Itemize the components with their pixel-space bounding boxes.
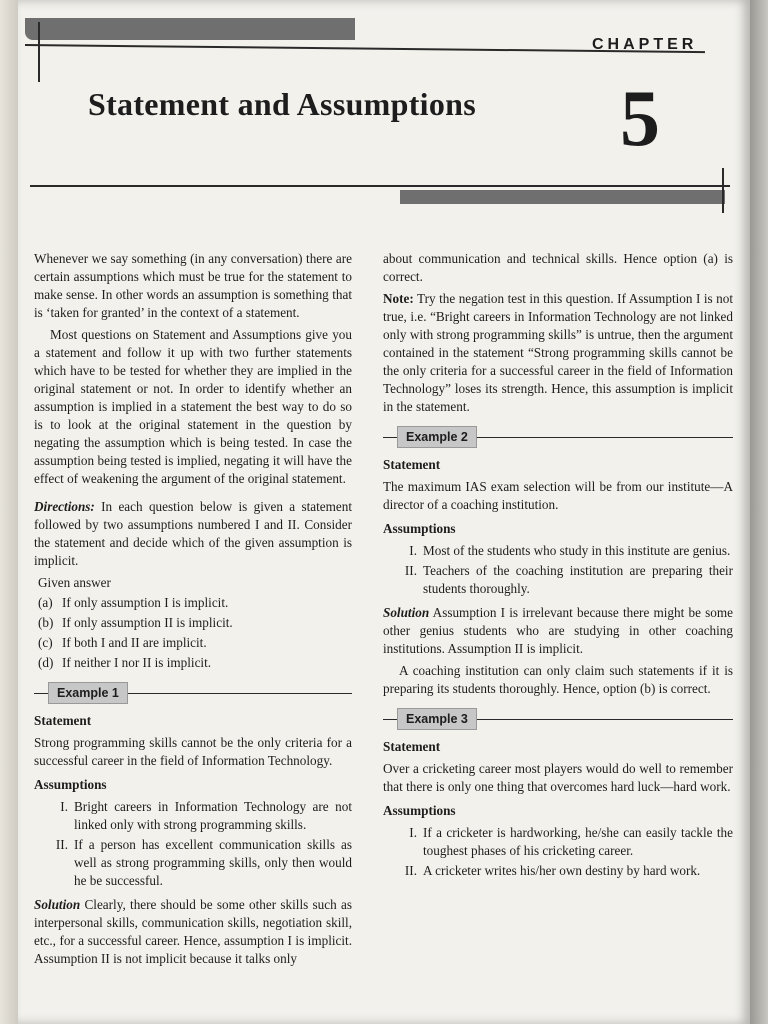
example-2-assumptions-heading: Assumptions xyxy=(383,521,456,536)
answer-options xyxy=(38,594,352,672)
chapter-label: CHAPTER xyxy=(592,36,698,53)
example-2-bar xyxy=(383,426,733,448)
example-1-assumption-2: II. If a person has excellent communication skills as well as strong programming skills, only then would he be successful. xyxy=(55,837,352,888)
chapter-title: Statement and Assumptions xyxy=(88,86,477,122)
adjacent-page-edge xyxy=(0,0,18,1024)
title-rule-tick xyxy=(722,168,724,213)
option-d: (d) If neither I nor II is implicit. xyxy=(38,655,212,670)
example-2-assumptions xyxy=(383,542,733,598)
intro-paragraph-1: Whenever we say something (in any conversation) there are certain assumptions which must be true for the statement to make sense. In other words an assumption is something that is ‘taken for granted’ in the context of a statement. xyxy=(34,251,352,320)
example-2-assumption-1: I. Most of the students who study in this institute are genius. xyxy=(409,543,731,558)
left-column xyxy=(34,250,352,972)
example-1-assumptions xyxy=(34,798,352,890)
given-answer: Given answer xyxy=(38,575,111,590)
example-3-tag: Example 3 xyxy=(397,708,477,730)
example-2-assumption-2: II. Teachers of the coaching institution are preparing their students thoroughly. xyxy=(404,563,733,596)
directions-label: Directions: xyxy=(34,499,95,514)
option-c: (c) If both I and II are implicit. xyxy=(38,635,207,650)
right-column xyxy=(383,250,733,886)
example-1-tag: Example 1 xyxy=(48,682,128,704)
example-2-solution-continued: A coaching institution can only claim such statements if it is preparing its students thoroughly. Hence, option (b) is correct. xyxy=(383,663,733,696)
option-b: (b) If only assumption II is implicit. xyxy=(38,615,233,630)
example-1-solution-label: Solution xyxy=(34,897,81,912)
example-3-assumption-2: II. A cricketer writes his/her own destiny by hard work. xyxy=(404,863,701,878)
example-2-solution-text: Assumption I is irrelevant because there might be some other genius students who are studying in other coaching institutions. Assumption II is implicit. xyxy=(383,605,733,656)
example-3-assumptions-heading: Assumptions xyxy=(383,803,456,818)
title-decor-band xyxy=(400,190,725,204)
example-1-solution xyxy=(34,896,352,968)
example-1-statement: Strong programming skills cannot be the only criteria for a successful career in the field of Information Technology. xyxy=(34,735,352,768)
example-3-assumptions xyxy=(383,824,733,880)
example-2-solution-label: Solution xyxy=(383,605,430,620)
chapter-number: 5 xyxy=(620,75,660,163)
example-1-solution-text: Clearly, there should be some other skills such as interpersonal skills, communication skills, negotiation skill, etc., for a successful career. Hence, assumption I is implicit. Assumption II is not implicit because it talks only xyxy=(34,897,352,966)
title-rule xyxy=(30,185,730,187)
example-1-statement-heading: Statement xyxy=(34,713,92,728)
example-2-statement-heading: Statement xyxy=(383,457,441,472)
example-2-tag: Example 2 xyxy=(397,426,477,448)
note-paragraph xyxy=(383,290,733,416)
directions-text: In each question below is given a statement followed by two assumptions numbered I and II. Consider the statement and decide which of the given assumption is implicit. xyxy=(34,499,352,568)
continuation-text: about communication and technical skills. Hence option (a) is correct. xyxy=(383,251,733,284)
example-2-statement: The maximum IAS exam selection will be from our institute—A director of a coaching institution. xyxy=(383,479,733,512)
header-vertical-rule xyxy=(38,22,40,82)
example-1-assumption-1: I. Bright careers in Information Technology are not linked only with strong programming skills. xyxy=(60,799,352,832)
option-a: (a) If only assumption I is implicit. xyxy=(38,595,229,610)
intro-paragraph-2: Most questions on Statement and Assumptions give you a statement and follow it up with two further statements which have to be tested for whether they are implied in the original statement or not. In order to identify whether an assumption is implied in a statement the best way to do so is to look at the original statement in the question by negating the assumption which is being tested. In case the assumption being tested is implied, negating it will have the effect of weakening the argument of the original statement. xyxy=(34,327,352,486)
example-3-bar xyxy=(383,708,733,730)
directions-paragraph xyxy=(34,498,352,570)
example-1-assumptions-heading: Assumptions xyxy=(34,777,107,792)
example-1-bar xyxy=(34,682,352,704)
note-text: Try the negation test in this question. If Assumption I is not true, i.e. “Bright careers in Information Technology are not linked only with strong programming skills” is untrue, then the argument contained in the statement “Strong programming skills cannot be the only criteria for a successful career in the field of Information Technology” loses its strength. Hence, this assumption is implicit in the statement. xyxy=(383,291,733,414)
page-shadow-edge xyxy=(750,0,768,1024)
example-3-statement-heading: Statement xyxy=(383,739,441,754)
example-3-statement: Over a cricketing career most players would do well to remember that there is only one thing that overcomes hard luck—hard work. xyxy=(383,761,733,794)
example-2-solution xyxy=(383,604,733,658)
header-decor-band xyxy=(25,18,355,40)
example-3-assumption-1: I. If a cricketer is hardworking, he/she can easily tackle the toughest phases of his cricketing career. xyxy=(409,825,733,858)
note-label: Note: xyxy=(383,291,414,306)
